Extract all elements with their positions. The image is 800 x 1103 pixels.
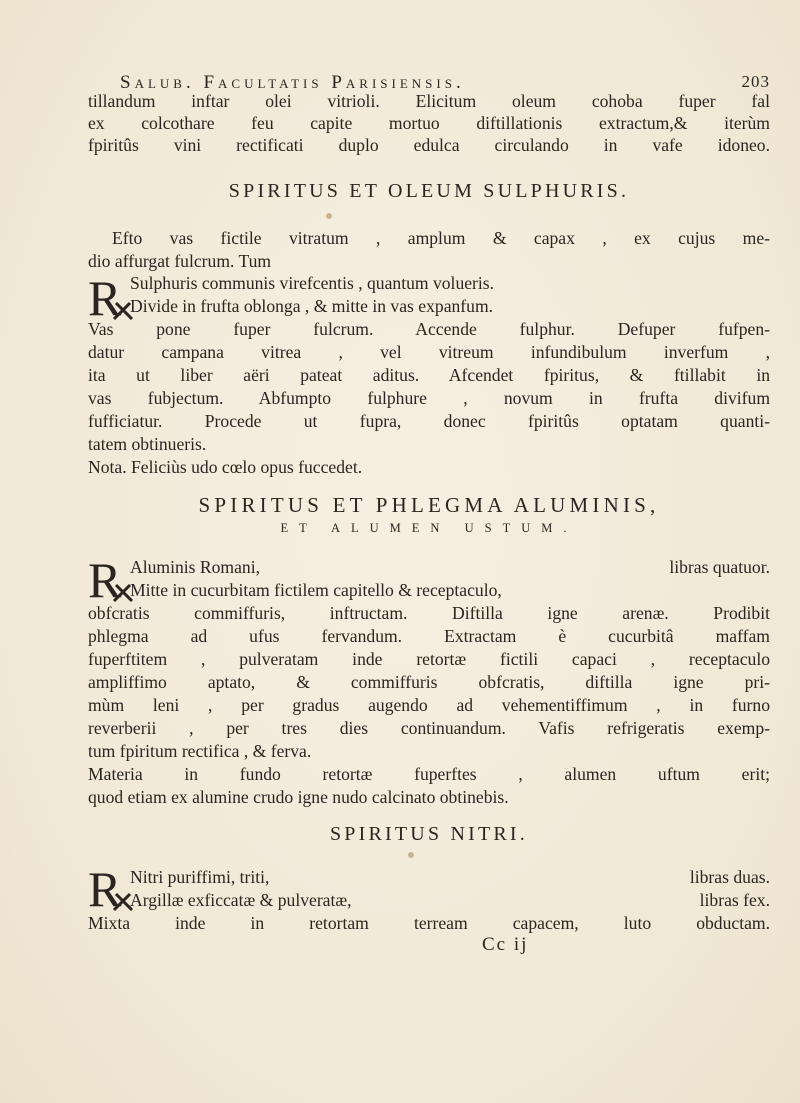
text-line: fpiritûs vini rectificati duplo edulca circulando in vafe idoneo.	[88, 135, 770, 155]
svg-text:R: R	[88, 864, 122, 912]
text-line: tum fpiritum rectifica , & ferva.	[88, 741, 312, 761]
ornament-dot	[326, 213, 332, 219]
recipe-item: Argillæ exficcatæ & pulveratæ,	[130, 890, 352, 910]
recipe-line	[130, 556, 770, 578]
text-line: quod etiam ex alumine crudo igne nudo calcinato obtinebis.	[88, 787, 509, 807]
text-line: dio affurgat fulcrum. Tum	[88, 251, 272, 271]
text-line: ampliffimo aptato, & commiffuris obfcratis, diftilla igne pri-	[88, 672, 770, 692]
text-line: phlegma ad ufus fervandum. Extractam è cucurbitâ maffam	[88, 626, 770, 646]
ornament-dot	[408, 852, 414, 858]
recipe-line: Divide in frufta oblonga , & mitte in vas expanfum.	[130, 296, 494, 316]
section-heading: SPIRITUS ET OLEUM SULPHURIS.	[228, 180, 630, 202]
recipe-item: Aluminis Romani,	[130, 557, 261, 577]
text-line: obfcratis commiffuris, inftructam. Diftilla igne arenæ. Prodibit	[88, 603, 770, 623]
section-subheading: ET ALUMEN USTUM.	[280, 521, 578, 535]
text-line: reverberii , per tres dies continuandum. Vafis refrigeratis exemp-	[88, 718, 770, 738]
note-line: Nota. Feliciùs udo cœlo opus fuccedet.	[88, 457, 363, 477]
recipe-quantity: libras fex.	[699, 890, 770, 910]
page-number: 203	[741, 72, 770, 91]
recipe-line	[130, 866, 770, 888]
recipe-line	[130, 889, 770, 911]
section-heading: SPIRITUS NITRI.	[329, 823, 528, 845]
text-line: mùm leni , per gradus augendo ad vehementiffimum , in furno	[88, 695, 770, 715]
recipe-line: Sulphuris communis virefcentis , quantum volueris.	[130, 273, 495, 293]
section-heading: SPIRITUS ET PHLEGMA ALUMINIS,	[198, 493, 660, 517]
recipe-symbol-icon	[88, 273, 136, 321]
recipe-quantity: libras quatuor.	[669, 557, 770, 577]
text-line: ex colcothare feu capite mortuo diftillationis extractum,& iterùm	[88, 113, 770, 133]
running-title: Salub. Facultatis Parisiensis.	[120, 72, 465, 93]
svg-text:R: R	[88, 555, 122, 603]
text-line: fuperftitem , pulveratam inde retortæ fictili capaci , receptaculo	[88, 649, 770, 669]
text-line: ita ut liber aëri pateat aditus. Afcendet fpiritus, & ftillabit in	[88, 365, 770, 385]
recipe-item: Nitri puriffimi, triti,	[130, 867, 270, 887]
text-line: Vas pone fuper fulcrum. Accende fulphur. Defuper fufpen-	[88, 319, 770, 339]
text-line: datur campana vitrea , vel vitreum infundibulum inverfum ,	[88, 342, 770, 362]
recipe-symbol-icon	[88, 864, 136, 912]
text-line: vas fubjectum. Abfumpto fulphure , novum in frufta divifum	[88, 388, 770, 408]
text-line: fufficiatur. Procede ut fupra, donec fpiritûs optatam quanti-	[88, 411, 770, 431]
recipe-symbol-icon	[88, 555, 136, 603]
text-line: Materia in fundo retortæ fuperftes , alumen uftum erit;	[88, 764, 770, 784]
recipe-line: Mitte in cucurbitam fictilem capitello & receptaculo,	[130, 580, 502, 600]
recipe-quantity: libras duas.	[689, 867, 770, 887]
text-line: Efto vas fictile vitratum , amplum & capax , ex cujus me-	[112, 228, 770, 248]
text-line: tatem obtinueris.	[88, 434, 207, 454]
text-line: Mixta inde in retortam terream capacem, luto obductam.	[88, 913, 770, 933]
svg-text:R: R	[88, 273, 122, 321]
text-line: tillandum inftar olei vitrioli. Elicitum oleum cohoba fuper fal	[88, 91, 770, 111]
signature-mark: Cc ij	[482, 934, 529, 955]
